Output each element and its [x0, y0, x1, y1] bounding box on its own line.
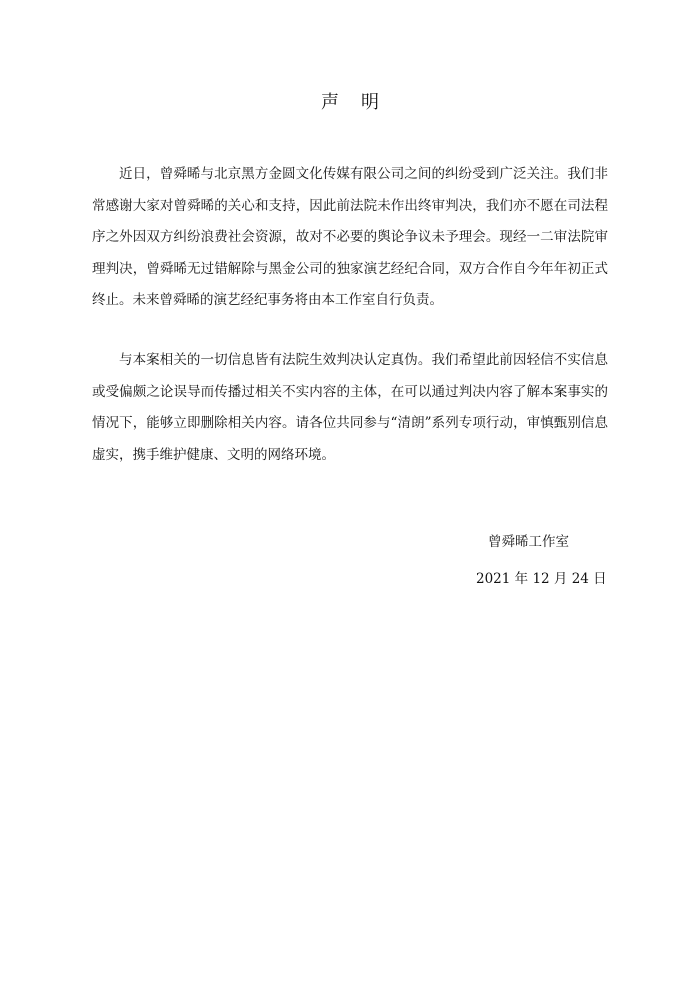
- signature: 曾舜晞工作室: [488, 534, 569, 550]
- paragraph-1: 近日，曾舜晞与北京黑方金圆文化传媒有限公司之间的纠纷受到广泛关注。我们非常感谢大家对曾舜晞的关心和支持，因此前法院未作出终审判决，我们亦不愿在司法程序之外因双方纠纷浪费社会资源，故对不必要的舆论争议未予理会。现经一二审法院审理判决，曾舜晞无过错解除与黑金公司的独家演艺经纪合同，双方合作自今年年初正式终止。未来曾舜晞的演艺经纪事务将由本工作室自行负责。: [92, 166, 608, 308]
- paragraph-2: 与本案相关的一切信息皆有法院生效判决认定真伪。我们希望此前因轻信不实信息或受偏颇之论误导而传播过相关不实内容的主体，在可以通过判决内容了解本案事实的情况下，能够立即删除相关内容。请各位共同参与“清朗”系列专项行动，审慎甄别信息虚实，携手维护健康、文明的网络环境。: [92, 352, 608, 463]
- date: 2021 年 12 月 24 日: [476, 571, 607, 587]
- document-title: 声明: [321, 92, 401, 113]
